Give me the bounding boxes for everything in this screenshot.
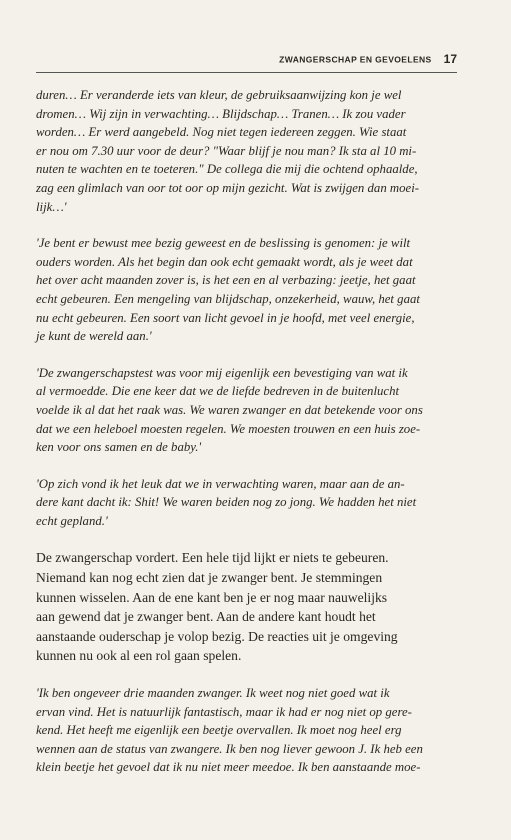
text-line: echt gebeuren. Een mengeling van blijdschap, onzekerheid, wauw, het gaat [36,291,420,306]
text-line: klein beetje het gevoel dat ik nu niet meer meedoe. Ik ben aanstaande moe- [36,760,421,775]
text-line: 'De zwangerschapstest was voor mij eigenlijk een bevestiging van wat ik [36,365,408,380]
text-line: dat we een heleboel moesten regelen. We moesten trouwen en een huis zoe- [36,421,421,436]
quote-paragraph [36,475,459,531]
text-line: De zwangerschap vordert. Een hele tijd lijkt er niets te gebeuren. [36,550,389,566]
text-line: dere kant dacht ik: Shit! We waren beiden nog zo jong. We hadden het niet [36,495,417,510]
text-line: duren… Er veranderde iets van kleur, de gebruiksaanwijzing kon je wel [36,88,402,102]
text-line: voelde ik al dat het raak was. We waren zwanger en dat betekende voor ons [36,402,423,417]
text-line: ouders worden. Als het begin dan ook echt gemaakt wordt, als je weet dat [36,254,413,269]
page-number: 17 [443,52,457,67]
body-paragraph [36,548,459,666]
text-line: er nou om 7.30 uur voor de deur? "Waar blijf je nou man? Ik sta al 10 mi- [36,143,417,158]
text-line: echt gepland.' [36,513,108,528]
text-line: lijk…' [36,199,67,214]
quote-paragraph [36,684,459,777]
text-line: worden… Er werd aangebeld. Nog niet tegen iedereen zeggen. Wie staat [36,125,407,140]
text-line: 'Ik ben ongeveer drie maanden zwanger. Ik weet nog niet goed wat ik [36,686,390,701]
running-header [36,50,457,73]
text-line: het over acht maanden zover is, is het een en al verbazing: jeetje, het gaat [36,273,416,288]
text-line: nu echt gebeuren. Een soort van licht gevoel in je hoofd, met veel energie, [36,310,415,325]
chapter-title: ZWANGERSCHAP EN GEVOELENS [279,54,432,65]
text-line: 'Je bent er bewust mee bezig geweest en de beslissing is genomen: je wilt [36,236,411,251]
text-line: Niemand kan nog echt zien dat je zwanger bent. Je stemmingen [36,570,383,586]
text-line: aan gewend dat je zwanger bent. Aan de andere kant houdt het [36,609,376,625]
text-line: zag een glimlach van oor tot oor op mijn gezicht. Wat is zwijgen dan moei- [36,180,420,195]
text-line: nuten te wachten en te toeteren." De collega die mij die ochtend ophaalde, [36,162,418,177]
page-body [36,86,459,795]
text-line: kunnen nu ook al een rol gaan spelen. [36,648,242,664]
text-line: je kunt de wereld aan.' [36,329,152,344]
text-line: ken voor ons samen en de baby.' [36,440,202,455]
quote-paragraph [36,364,459,457]
text-line: ervan vind. Het is natuurlijk fantastisch, maar ik had er nog niet op gere- [36,704,412,719]
text-line: kunnen wisselen. Aan de ene kant ben je er nog maar nauwelijks [36,589,388,605]
text-line: 'Op zich vond ik het leuk dat we in verwachting waren, maar aan de an- [36,476,405,491]
quote-paragraph [36,86,459,216]
text-line: dromen… Wij zijn in verwachting… Blijdschap… Tranen… Ik zou vader [36,106,406,121]
quote-paragraph [36,234,459,346]
text-line: al vermoedde. Die ene keer dat we de liefde bedreven in de buitenlucht [36,384,400,399]
text-line: wennen aan de status van zwangere. Ik ben nog liever gewoon J. Ik heb een [36,741,423,756]
text-line: kend. Het heeft me eigenlijk een beetje overvallen. Ik moet nog heel erg [36,723,402,738]
text-line: aanstaande ouderschap je volop bezig. De reacties uit je omgeving [36,628,398,644]
